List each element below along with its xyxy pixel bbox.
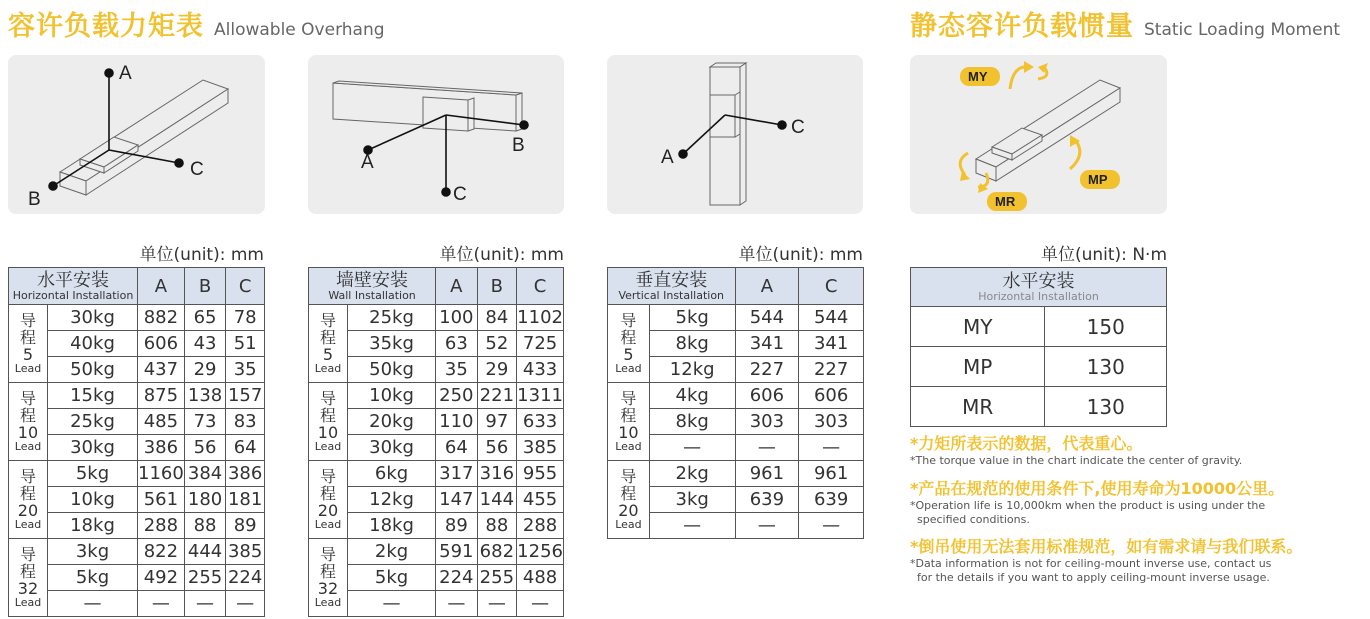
column-header: C bbox=[517, 268, 564, 305]
value-cell: — bbox=[138, 591, 185, 617]
value-cell: 97 bbox=[477, 409, 517, 435]
column-header: A bbox=[735, 268, 799, 305]
value-cell: 303 bbox=[799, 409, 864, 435]
value-cell: 1160 bbox=[138, 461, 185, 487]
value-cell: 341 bbox=[799, 331, 864, 357]
value-cell: 316 bbox=[477, 461, 517, 487]
load-cell: 30kg bbox=[347, 435, 435, 461]
label-a: A bbox=[661, 147, 674, 168]
value-cell: 255 bbox=[477, 565, 517, 591]
header-cn: 水平安装 bbox=[37, 269, 109, 291]
vertical-overhang-table bbox=[607, 267, 864, 539]
table-row bbox=[9, 435, 265, 461]
value-cell: 56 bbox=[184, 435, 225, 461]
static-moment-title bbox=[910, 4, 1340, 43]
load-cell: 40kg bbox=[47, 331, 137, 357]
load-cell: 25kg bbox=[347, 305, 435, 331]
table-row bbox=[9, 305, 265, 331]
value-cell: 961 bbox=[799, 461, 864, 487]
value-cell: 43 bbox=[184, 331, 225, 357]
value-cell: 29 bbox=[477, 357, 517, 383]
value-cell: 455 bbox=[517, 487, 564, 513]
value-cell: — bbox=[799, 513, 864, 539]
lead-cell: 导 程 20 Lead bbox=[309, 461, 348, 539]
moment-diagram bbox=[910, 55, 1167, 214]
value-cell: 341 bbox=[735, 331, 799, 357]
value-cell: 606 bbox=[735, 383, 799, 409]
lead-cell: 导 程 10 Lead bbox=[608, 383, 650, 461]
column-header: B bbox=[184, 268, 225, 305]
value-cell: 157 bbox=[226, 383, 265, 409]
moment-name: MY bbox=[911, 307, 1045, 347]
header-cn: 垂直安装 bbox=[635, 269, 708, 291]
table-row bbox=[9, 513, 265, 539]
table-row bbox=[309, 409, 564, 435]
unit-label: 单位(unit): mm bbox=[738, 245, 863, 265]
table-header bbox=[309, 268, 436, 305]
load-cell: 10kg bbox=[47, 487, 137, 513]
value-cell: 544 bbox=[799, 305, 864, 331]
value-cell: 633 bbox=[517, 409, 564, 435]
value-cell: 725 bbox=[517, 331, 564, 357]
value-cell: 961 bbox=[735, 461, 799, 487]
value-cell: — bbox=[184, 591, 225, 617]
value-cell: 955 bbox=[517, 461, 564, 487]
value-cell: 639 bbox=[799, 487, 864, 513]
value-cell: 100 bbox=[436, 305, 477, 331]
mp-pill bbox=[1080, 170, 1120, 189]
moment-name: MR bbox=[911, 387, 1045, 427]
table-row bbox=[911, 307, 1167, 347]
value-cell: 255 bbox=[184, 565, 225, 591]
value-cell: 606 bbox=[138, 331, 185, 357]
table-row bbox=[9, 409, 265, 435]
load-cell: — bbox=[47, 591, 137, 617]
value-cell: 84 bbox=[477, 305, 517, 331]
value-cell: — bbox=[799, 435, 864, 461]
load-cell: 12kg bbox=[347, 487, 435, 513]
title-en: Allowable Overhang bbox=[214, 20, 385, 40]
value-cell: 386 bbox=[138, 435, 185, 461]
value-cell: 29 bbox=[184, 357, 225, 383]
load-cell: 5kg bbox=[649, 305, 735, 331]
wall-overhang-table bbox=[308, 267, 564, 617]
value-cell: — bbox=[226, 591, 265, 617]
load-cell: 25kg bbox=[47, 409, 137, 435]
lead-cell: 导 程 5 Lead bbox=[608, 305, 650, 383]
note-en: *Operation life is 10,000km when the product is using under the specified conditions. bbox=[910, 499, 1266, 526]
value-cell: 303 bbox=[735, 409, 799, 435]
value-cell: 1311 bbox=[517, 383, 564, 409]
mr-pill bbox=[987, 192, 1027, 211]
lead-cell: 导 程 5 Lead bbox=[309, 305, 348, 383]
lead-cell: 导 程 20 Lead bbox=[608, 461, 650, 539]
table-row bbox=[911, 347, 1167, 387]
note-cn: *力矩所表示的数据，代表重心。 bbox=[910, 434, 1143, 453]
label-c: C bbox=[453, 184, 467, 205]
value-cell: 35 bbox=[436, 357, 477, 383]
title-cn: 静态容许负载惯量 bbox=[910, 11, 1134, 42]
table-row bbox=[309, 435, 564, 461]
value-cell: 138 bbox=[184, 383, 225, 409]
value-cell: 492 bbox=[138, 565, 185, 591]
table-row bbox=[309, 357, 564, 383]
my-label: MY bbox=[968, 69, 988, 84]
load-cell: 35kg bbox=[347, 331, 435, 357]
value-cell: 73 bbox=[184, 409, 225, 435]
moment-value: 150 bbox=[1045, 307, 1167, 347]
value-cell: 385 bbox=[517, 435, 564, 461]
load-cell: 30kg bbox=[47, 305, 137, 331]
table-row bbox=[9, 357, 265, 383]
label-c: C bbox=[791, 117, 805, 138]
load-cell: 30kg bbox=[47, 435, 137, 461]
load-cell: 3kg bbox=[649, 487, 735, 513]
table-row bbox=[309, 487, 564, 513]
value-cell: 89 bbox=[436, 513, 477, 539]
table-row bbox=[911, 387, 1167, 427]
load-cell: 18kg bbox=[47, 513, 137, 539]
lead-cell: 导 程 32 Lead bbox=[309, 539, 348, 617]
load-cell: 5kg bbox=[347, 565, 435, 591]
column-header: A bbox=[436, 268, 477, 305]
header-en: Horizontal Installation bbox=[978, 289, 1099, 303]
table-row bbox=[9, 591, 265, 617]
note-cn: *倒吊使用无法套用标准规范，如有需求请与我们联系。 bbox=[910, 537, 1303, 556]
value-cell: 51 bbox=[226, 331, 265, 357]
value-cell: 639 bbox=[735, 487, 799, 513]
lead-cell: 导 程 10 Lead bbox=[309, 383, 348, 461]
table-header bbox=[9, 268, 138, 305]
table-row bbox=[309, 591, 564, 617]
value-cell: 385 bbox=[226, 539, 265, 565]
column-header: A bbox=[138, 268, 185, 305]
value-cell: 288 bbox=[138, 513, 185, 539]
load-cell: 5kg bbox=[47, 461, 137, 487]
mp-label: MP bbox=[1088, 172, 1108, 187]
lead-cell: 导 程 20 Lead bbox=[9, 461, 48, 539]
load-cell: 10kg bbox=[347, 383, 435, 409]
value-cell: 485 bbox=[138, 409, 185, 435]
value-cell: 221 bbox=[477, 383, 517, 409]
table-row bbox=[9, 383, 265, 409]
value-cell: 591 bbox=[436, 539, 477, 565]
load-cell: 2kg bbox=[347, 539, 435, 565]
label-b: B bbox=[512, 135, 525, 156]
value-cell: 606 bbox=[799, 383, 864, 409]
value-cell: 144 bbox=[477, 487, 517, 513]
label-b: B bbox=[28, 189, 41, 210]
load-cell: 12kg bbox=[649, 357, 735, 383]
load-cell: 15kg bbox=[47, 383, 137, 409]
table-row bbox=[309, 331, 564, 357]
value-cell: 83 bbox=[226, 409, 265, 435]
header-cn: 水平安装 bbox=[1002, 270, 1075, 292]
value-cell: 875 bbox=[138, 383, 185, 409]
table-row bbox=[309, 461, 564, 487]
header-en: Horizontal Installation bbox=[12, 288, 134, 302]
value-cell: 224 bbox=[226, 565, 265, 591]
value-cell: — bbox=[735, 513, 799, 539]
load-cell: 50kg bbox=[47, 357, 137, 383]
load-cell: 3kg bbox=[47, 539, 137, 565]
unit-label: 单位(unit): mm bbox=[139, 245, 264, 265]
title-cn: 容许负载力矩表 bbox=[8, 11, 204, 42]
value-cell: 110 bbox=[436, 409, 477, 435]
header-en: Wall Installation bbox=[328, 288, 416, 302]
horizontal-installation-diagram bbox=[8, 55, 265, 214]
table-header bbox=[911, 268, 1167, 307]
value-cell: 180 bbox=[184, 487, 225, 513]
load-cell: 50kg bbox=[347, 357, 435, 383]
column-header: C bbox=[799, 268, 864, 305]
table-row bbox=[309, 513, 564, 539]
value-cell: 88 bbox=[477, 513, 517, 539]
table-row bbox=[9, 565, 265, 591]
load-cell: 20kg bbox=[347, 409, 435, 435]
value-cell: 250 bbox=[436, 383, 477, 409]
header-en: Vertical Installation bbox=[618, 288, 725, 302]
column-header: C bbox=[226, 268, 265, 305]
unit-label: 单位(unit): mm bbox=[439, 245, 564, 265]
load-cell: 2kg bbox=[649, 461, 735, 487]
load-cell: 6kg bbox=[347, 461, 435, 487]
value-cell: 78 bbox=[226, 305, 265, 331]
value-cell: 386 bbox=[226, 461, 265, 487]
value-cell: 181 bbox=[226, 487, 265, 513]
value-cell: 147 bbox=[436, 487, 477, 513]
value-cell: 88 bbox=[184, 513, 225, 539]
lead-cell: 导 程 5 Lead bbox=[9, 305, 48, 383]
load-cell: — bbox=[347, 591, 435, 617]
my-pill bbox=[960, 67, 1000, 86]
table-row bbox=[309, 383, 564, 409]
label-c: C bbox=[190, 159, 204, 180]
value-cell: 682 bbox=[477, 539, 517, 565]
mr-label: MR bbox=[995, 194, 1016, 209]
value-cell: 317 bbox=[436, 461, 477, 487]
moment-value: 130 bbox=[1045, 347, 1167, 387]
table-row bbox=[9, 487, 265, 513]
value-cell: 561 bbox=[138, 487, 185, 513]
table-row bbox=[9, 539, 265, 565]
label-a: A bbox=[119, 63, 132, 84]
table-row bbox=[9, 461, 265, 487]
value-cell: 65 bbox=[184, 305, 225, 331]
value-cell: 544 bbox=[735, 305, 799, 331]
value-cell: 52 bbox=[477, 331, 517, 357]
value-cell: 433 bbox=[517, 357, 564, 383]
note-cn: *产品在规范的使用条件下,使用寿命为10000公里。 bbox=[910, 479, 1285, 498]
value-cell: — bbox=[477, 591, 517, 617]
table-row bbox=[309, 305, 564, 331]
title-en: Static Loading Moment bbox=[1144, 20, 1341, 40]
table-row bbox=[608, 461, 864, 487]
value-cell: 56 bbox=[477, 435, 517, 461]
load-cell: — bbox=[649, 513, 735, 539]
load-cell: — bbox=[649, 435, 735, 461]
table-row bbox=[9, 331, 265, 357]
load-cell: 5kg bbox=[47, 565, 137, 591]
value-cell: 822 bbox=[138, 539, 185, 565]
note-en: *Data information is not for ceiling-mount inverse use, contact us for the details if you want to apply ceiling-mount inverse usage. bbox=[910, 557, 1272, 584]
value-cell: 63 bbox=[436, 331, 477, 357]
load-cell: 8kg bbox=[649, 409, 735, 435]
allowable-overhang-title bbox=[8, 4, 385, 43]
value-cell: 227 bbox=[799, 357, 864, 383]
value-cell: 444 bbox=[184, 539, 225, 565]
vertical-installation-diagram bbox=[607, 55, 863, 214]
load-cell: 4kg bbox=[649, 383, 735, 409]
load-cell: 18kg bbox=[347, 513, 435, 539]
value-cell: 1102 bbox=[517, 305, 564, 331]
label-a: A bbox=[361, 152, 374, 173]
value-cell: — bbox=[517, 591, 564, 617]
moment-name: MP bbox=[911, 347, 1045, 387]
lead-cell: 导 程 32 Lead bbox=[9, 539, 48, 617]
note-en: *The torque value in the chart indicate the center of gravity. bbox=[910, 454, 1243, 467]
value-cell: 437 bbox=[138, 357, 185, 383]
header-cn: 墙壁安装 bbox=[336, 269, 409, 291]
table-row bbox=[309, 539, 564, 565]
wall-installation-diagram bbox=[308, 55, 564, 214]
value-cell: 288 bbox=[517, 513, 564, 539]
load-cell: 8kg bbox=[649, 331, 735, 357]
value-cell: 224 bbox=[436, 565, 477, 591]
table-row bbox=[309, 565, 564, 591]
value-cell: 1256 bbox=[517, 539, 564, 565]
value-cell: 89 bbox=[226, 513, 265, 539]
value-cell: 488 bbox=[517, 565, 564, 591]
value-cell: — bbox=[436, 591, 477, 617]
column-header: B bbox=[477, 268, 517, 305]
value-cell: 882 bbox=[138, 305, 185, 331]
table-row bbox=[608, 305, 864, 331]
table-header bbox=[608, 268, 736, 305]
horizontal-overhang-table bbox=[8, 267, 265, 617]
lead-cell: 导 程 10 Lead bbox=[9, 383, 48, 461]
value-cell: 64 bbox=[436, 435, 477, 461]
unit-label: 单位(unit): N·m bbox=[1040, 245, 1167, 265]
table-row bbox=[608, 383, 864, 409]
value-cell: 384 bbox=[184, 461, 225, 487]
value-cell: — bbox=[735, 435, 799, 461]
static-moment-table bbox=[910, 267, 1167, 427]
value-cell: 64 bbox=[226, 435, 265, 461]
value-cell: 35 bbox=[226, 357, 265, 383]
moment-value: 130 bbox=[1045, 387, 1167, 427]
value-cell: 227 bbox=[735, 357, 799, 383]
